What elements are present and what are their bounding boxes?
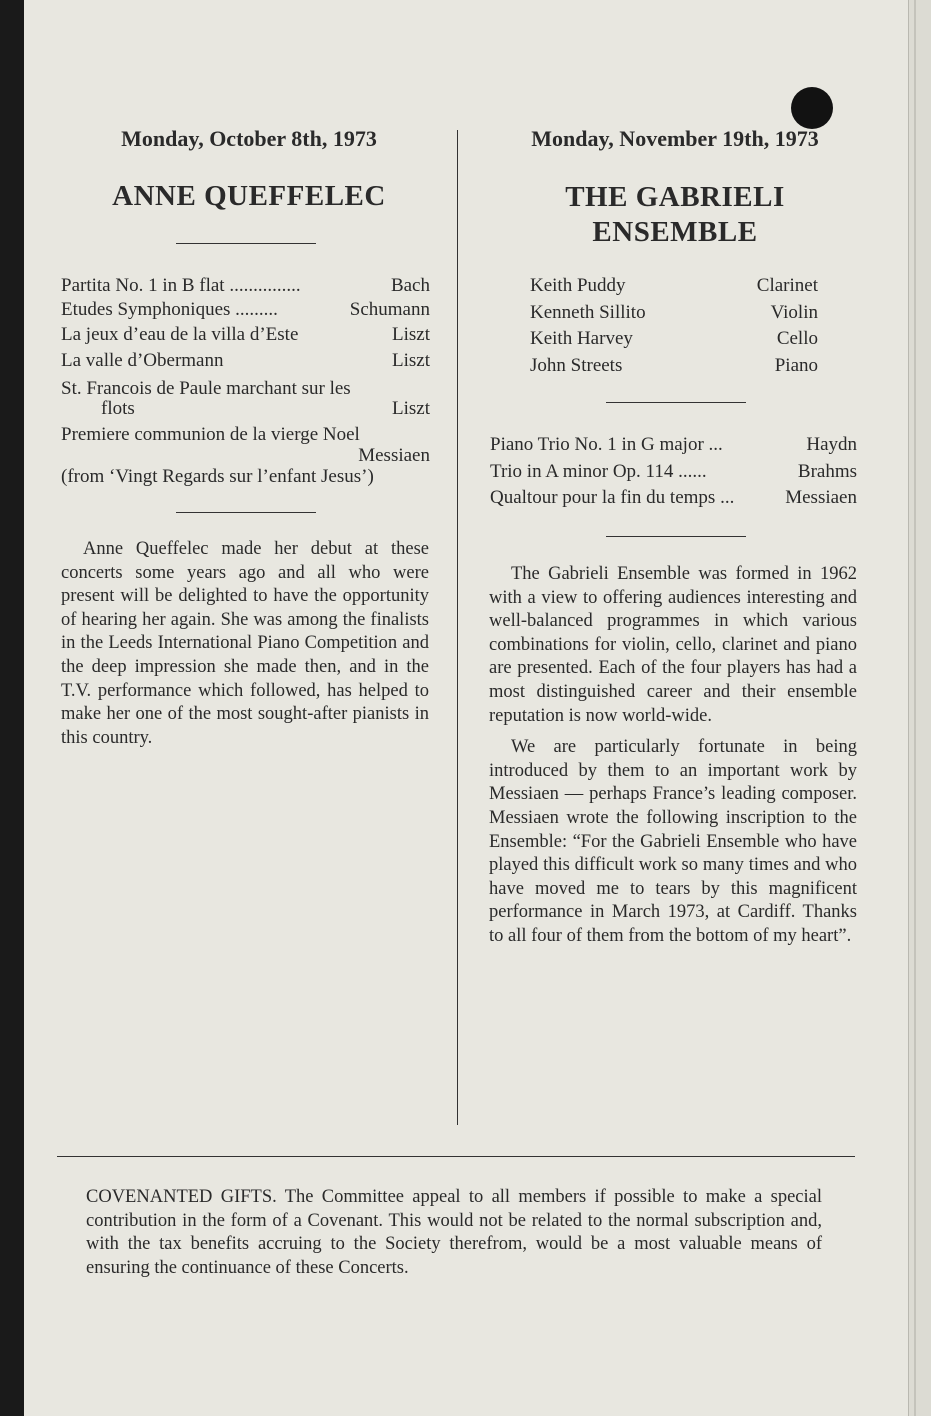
programme-composer: Bach [390, 275, 430, 296]
programme-work-cont: flots [101, 398, 135, 419]
left-title-rule [176, 243, 316, 244]
left-artist-title: ANNE QUEFFELEC [112, 180, 386, 212]
description-paragraph: The Gabrieli Ensemble was formed in 1962 with a view to offering audiences interesting and well-balanced programmes in which various combinations for violin, cello, clarinet and piano are presented. Each of the four players has had a most distinguished career and their ensemble reputation is now world-wide. [489, 564, 857, 726]
page-edge-shadow [914, 0, 916, 1416]
next-page-edge [908, 0, 931, 1416]
programme-row [61, 424, 430, 487]
left-concert-date: Monday, October 8th, 1973 [121, 126, 377, 151]
programme-work: Etudes Symphoniques ......... [61, 299, 278, 320]
programme-work: La jeux d’eau de la villa d’Este [61, 324, 299, 345]
ensemble-title-line: THE GABRIELI [565, 181, 785, 213]
programme-row [490, 459, 857, 486]
programme-row [490, 432, 857, 459]
member-instrument: Violin [770, 301, 818, 323]
programme-note: (from ‘Vingt Regards sur l’enfant Jesus’) [61, 466, 374, 487]
programme-row [61, 298, 430, 322]
member-instrument: Clarinet [756, 275, 818, 296]
right-concert-date: Monday, November 19th, 1973 [531, 126, 819, 151]
punch-hole [791, 87, 833, 129]
right-programme [490, 432, 857, 512]
programme-row [490, 485, 857, 512]
right-programme-rule [606, 536, 746, 537]
left-programme-rule [176, 512, 316, 513]
programme-work: St. Francois de Paule marchant sur les [61, 378, 351, 399]
member-instrument: Cello [776, 328, 818, 349]
member-row [530, 300, 818, 327]
programme-work: Partita No. 1 in B flat ............... [61, 275, 301, 296]
programme-composer: Liszt [392, 398, 430, 419]
right-members-rule [606, 402, 746, 403]
member-name: Kenneth Sillito [530, 301, 646, 323]
left-bio [61, 538, 429, 750]
right-ensemble-title [490, 180, 860, 250]
member-name: Keith Harvey [530, 328, 633, 349]
programme-composer: Messiaen [785, 487, 857, 508]
right-description [489, 563, 857, 949]
programme-row [61, 274, 430, 298]
member-instrument: Piano [774, 354, 818, 376]
programme-row [61, 379, 430, 419]
programme-work: Qualtour pour la fin du temps ... [490, 487, 735, 508]
member-name: John Streets [530, 354, 623, 376]
programme-composer: Brahms [797, 460, 857, 482]
ensemble-members [530, 273, 818, 379]
programme-composer: Liszt [392, 324, 430, 345]
programme-work: Piano Trio No. 1 in G major ... [490, 434, 723, 455]
left-programme [61, 274, 430, 487]
programme-work: Trio in A minor Op. 114 ...... [490, 460, 707, 482]
programme-row [61, 349, 430, 373]
programme-row [61, 323, 430, 347]
member-row [530, 273, 818, 300]
description-paragraph: We are particularly fortunate in being introduced by them to an important work by Messiaen — perhaps France’s leading composer. Messiaen wrote the following inscription to the Ensemble: “For the Gabrieli Ensemble who have played this difficult work so many times and who have moved me to tears by this magnificent performance in March 1973, at Cardiff. Thanks to all four of them from the bottom of my heart”. [489, 737, 857, 946]
bio-paragraph: Anne Queffelec made her debut at these concerts some years ago and all who were present will be delighted to have the opportunity of hearing her again. She was among the finalists in the Leeds International Piano Competition and the deep impression she made then, and in the T.V. performance which followed, has helped to make her one of the most sought-after pianists in this country. [61, 539, 429, 748]
programme-composer: Haydn [806, 434, 857, 455]
member-row [530, 353, 818, 380]
column-divider [457, 130, 458, 1125]
covenanted-gifts-note: COVENANTED GIFTS. The Committee appeal to all members if possible to make a special contribution in the form of a Covenant. This would not be related to the normal subscription and, with the tax benefits accruing to the Society therefrom, would be a most valuable means of ensuring the continuance of these Concerts. [86, 1187, 822, 1278]
programme-composer: Liszt [392, 350, 430, 371]
member-row [530, 326, 818, 353]
programme-work: Premiere communion de la vierge Noel [61, 424, 360, 445]
ensemble-title-line: ENSEMBLE [592, 216, 758, 248]
programme-composer: Schumann [349, 299, 430, 320]
footer-rule [57, 1156, 855, 1157]
member-name: Keith Puddy [530, 275, 626, 296]
programme-composer: Messiaen [358, 445, 430, 466]
programme-work: La valle d’Obermann [61, 350, 224, 371]
